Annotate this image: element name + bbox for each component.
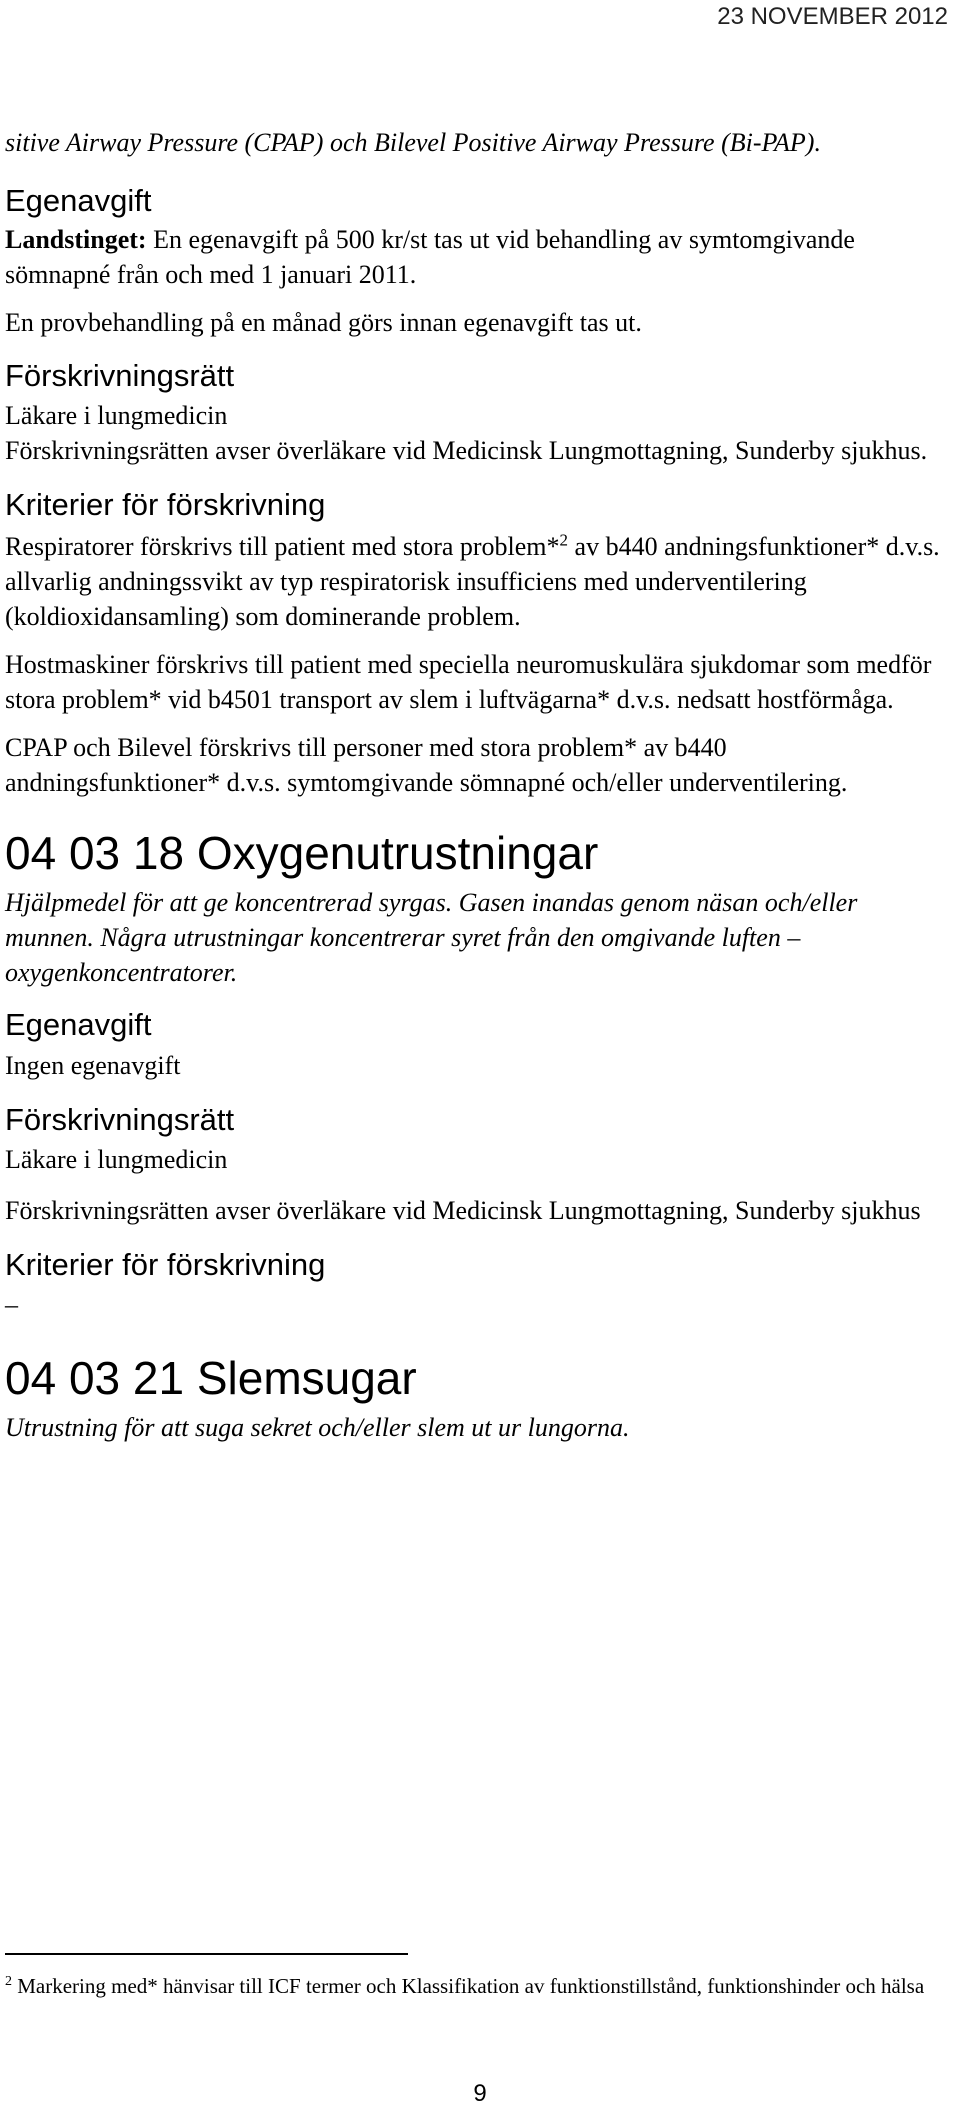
forskrivningsratt-heading-2: Förskrivningsrätt (5, 1102, 235, 1137)
landstinget-label: Landstinget: (5, 225, 147, 254)
egenavgift-text-2: Ingen egenavgift (5, 1051, 181, 1080)
respiratorer-text-cont: av b440 andningsfunktioner* d.v.s. allvarlig andningssvikt av typ respiratorisk insufficiens med underventilering (koldioxidansamling) som dominerande problem. (5, 532, 940, 631)
respiratorer-paragraph (5, 529, 945, 634)
forskrivningsratt-text-2: Förskrivningsrätten avser överläkare vid Medicinsk Lungmottagning, Sunderby sjukhus (5, 1196, 921, 1225)
footnote-number: 2 (5, 1974, 12, 1989)
lakare-text: Läkare i lungmedicin (5, 401, 228, 430)
footnote (5, 1972, 950, 2001)
section-title-slemsugar: 04 03 21 Slemsugar (5, 1352, 417, 1404)
oxygen-description: Hjälpmedel för att ge koncentrerad syrgas. Gasen inandas genom näsan och/eller munnen. Några utrustningar koncentrerar syret från den omgivande luften – oxygenkoncentratorer. (5, 888, 858, 987)
egenavgift-heading: Egenavgift (5, 183, 152, 218)
kriterier-heading-2: Kriterier för förskrivning (5, 1247, 326, 1282)
section-title-oxygenutrustningar: 04 03 18 Oxygenutrustningar (5, 827, 599, 879)
footnote-text: Markering med* hänvisar till ICF termer och Klassifikation av funktionstillstånd, funktionshinder och hälsa (12, 1974, 925, 1998)
footnote-divider (5, 1953, 408, 1955)
egenavgift-heading-2: Egenavgift (5, 1007, 152, 1042)
hostmaskiner-paragraph: Hostmaskiner förskrivs till patient med speciella neuromuskulära sjukdomar som medför stora problem* vid b4501 transport av slem i luftvägarna* d.v.s. nedsatt hostförmåga. (5, 650, 932, 714)
kriterier-heading: Kriterier för förskrivning (5, 487, 326, 522)
page-number: 9 (473, 2080, 487, 2107)
forskrivningsratt-heading: Förskrivningsrätt (5, 358, 235, 393)
slemsugar-description: Utrustning för att suga sekret och/eller slem ut ur lungorna. (5, 1413, 630, 1442)
provbehandling-text: En provbehandling på en månad görs innan egenavgift tas ut. (5, 308, 642, 337)
landstinget-text: En egenavgift på 500 kr/st tas ut vid behandling av symtomgivande sömnapné från och med 1 januari 2011. (5, 225, 855, 289)
cpap-paragraph: CPAP och Bilevel förskrivs till personer med stora problem* av b440 andningsfunktioner* d.v.s. symtomgivande sömnapné och/eller underventilering. (5, 733, 848, 797)
landstinget-paragraph (5, 222, 945, 292)
page-header-date: 23 NOVEMBER 2012 (717, 3, 948, 30)
intro-text: sitive Airway Pressure (CPAP) och Bilevel Positive Airway Pressure (Bi-PAP). (5, 128, 821, 157)
kriterier-dash: – (5, 1290, 18, 1319)
lakare-text-2: Läkare i lungmedicin (5, 1145, 228, 1174)
respiratorer-text: Respiratorer förskrivs till patient med stora problem* (5, 532, 560, 561)
footnote-ref: 2 (559, 530, 569, 550)
page-content (5, 125, 945, 1445)
forskrivningsratt-text: Förskrivningsrätten avser överläkare vid Medicinsk Lungmottagning, Sunderby sjukhus. (5, 436, 928, 465)
